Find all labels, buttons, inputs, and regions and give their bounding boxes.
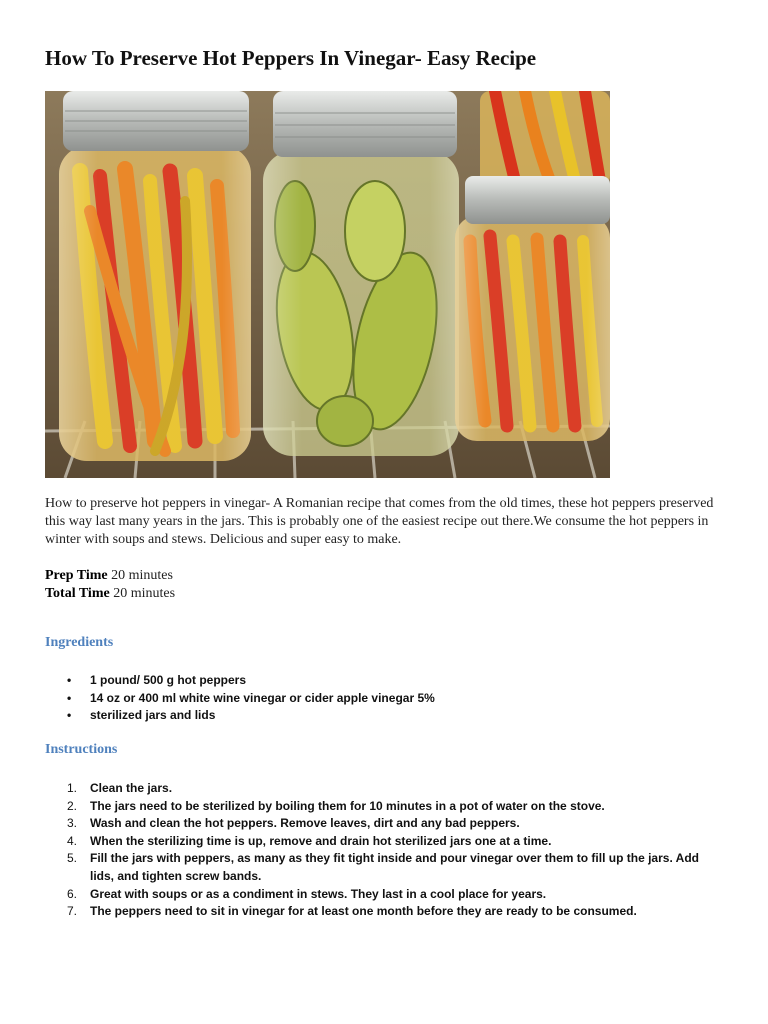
prep-time-row bbox=[45, 567, 175, 585]
step-text: When the sterilizing time is up, remove and drain hot sterilized jars one at a time. bbox=[90, 833, 552, 848]
bottom-right-jar bbox=[455, 176, 610, 441]
list-item: • 1 pound/ 500 g hot peppers bbox=[45, 672, 435, 690]
ingredients-list bbox=[45, 672, 435, 725]
step-text: Wash and clean the hot peppers. Remove leaves, dirt and any bad peppers. bbox=[90, 816, 520, 831]
step-number: 3. bbox=[67, 816, 78, 831]
step-text: Great with soups or as a condiment in stews. They last in a cool place for years. bbox=[90, 886, 547, 901]
list-item: • 14 oz or 400 ml white wine vinegar or cider apple vinegar 5% bbox=[45, 690, 435, 708]
step-number: 1. bbox=[67, 781, 78, 795]
total-time-value: 20 minutes bbox=[113, 586, 176, 601]
instruction-step bbox=[45, 780, 725, 798]
instructions-list bbox=[45, 780, 725, 921]
prep-time-value: 20 minutes bbox=[111, 568, 173, 583]
left-jar bbox=[59, 91, 251, 461]
middle-jar bbox=[263, 91, 459, 456]
instructions-heading: Instructions bbox=[45, 742, 118, 757]
step-text: Fill the jars with peppers, as many as they fit tight inside and pour vinegar over them to fill up the jars. Add lids, and tighten screw bands. bbox=[90, 851, 699, 883]
instruction-step bbox=[45, 815, 725, 833]
page-title: How To Preserve Hot Peppers In Vinegar- Easy Recipe bbox=[45, 46, 537, 70]
instruction-step bbox=[45, 903, 725, 921]
step-number: 7. bbox=[67, 904, 78, 919]
step-text: The peppers need to sit in vinegar for at least one month before they are ready to be consumed. bbox=[90, 904, 637, 919]
top-right-jar bbox=[480, 91, 610, 186]
instruction-step bbox=[45, 833, 725, 851]
list-item: • sterilized jars and lids bbox=[45, 707, 435, 725]
total-time-label: Total Time bbox=[45, 586, 110, 601]
recipe-photo bbox=[45, 91, 610, 478]
recipe-times bbox=[45, 567, 175, 603]
total-time-row bbox=[45, 585, 175, 603]
step-number: 6. bbox=[67, 886, 78, 901]
prep-time-label: Prep Time bbox=[45, 568, 108, 583]
step-number: 4. bbox=[67, 833, 78, 848]
instruction-step bbox=[45, 798, 725, 816]
step-number: 5. bbox=[67, 851, 78, 866]
pickle-jars-illustration bbox=[45, 91, 610, 478]
intro-paragraph: How to preserve hot peppers in vinegar- A Romanian recipe that comes from the old times, these hot peppers preserved this way last many years in the jars. This is probably one of the easiest recipe out there.We consume the hot peppers in winter with soups and stews. Delicious and super easy to make. bbox=[45, 496, 714, 547]
step-text: The jars need to be sterilized by boiling them for 10 minutes in a pot of water on the stove. bbox=[90, 798, 605, 813]
step-number: 2. bbox=[67, 798, 78, 813]
instruction-step bbox=[45, 850, 725, 885]
instruction-step bbox=[45, 886, 725, 904]
step-text: Clean the jars. bbox=[90, 781, 173, 795]
ingredients-heading: Ingredients bbox=[45, 635, 114, 650]
